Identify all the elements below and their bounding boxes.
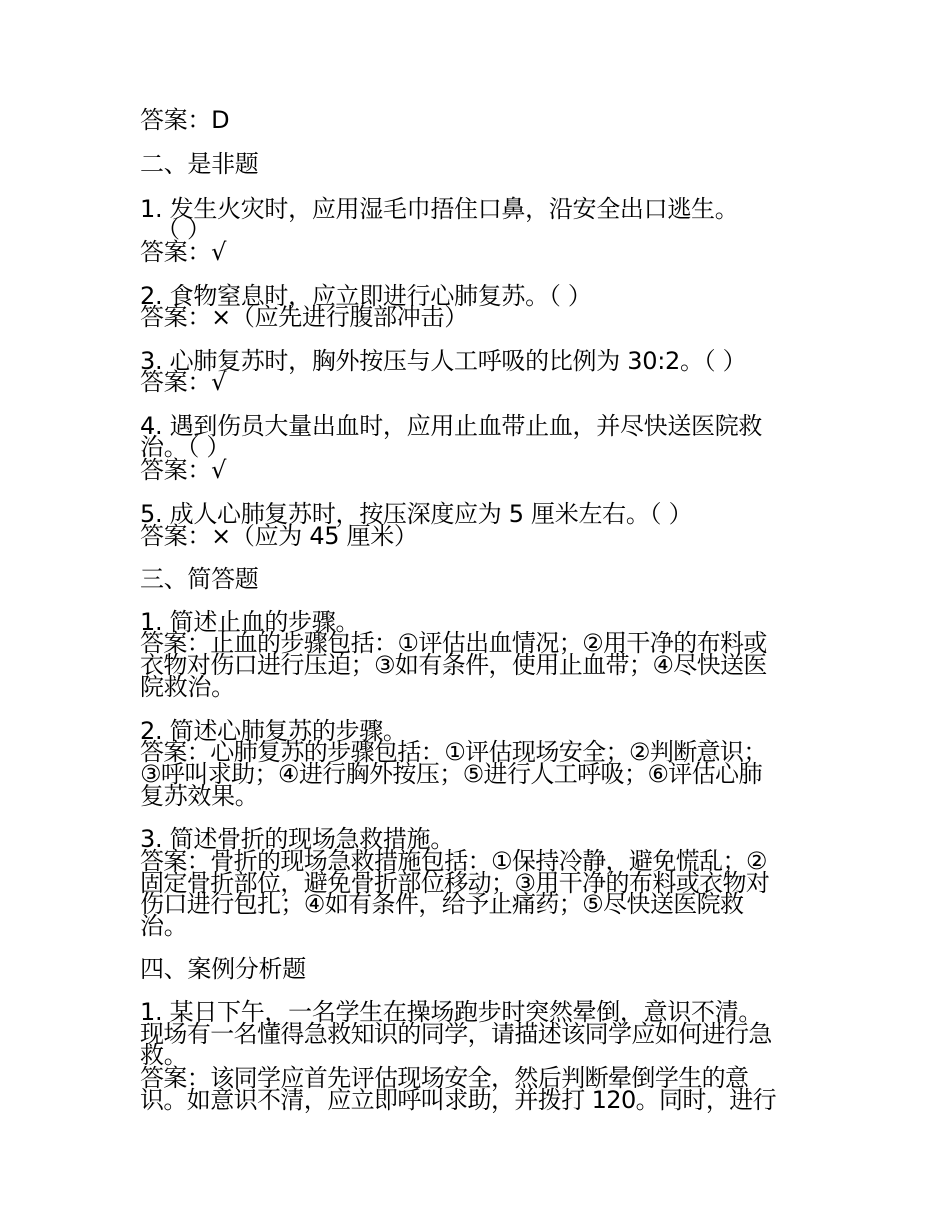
answer-line: 伤口进行包扎；④如有条件，给予止痛药；⑤尽快送医院救: [140, 890, 744, 918]
answer-bracket: （ ）: [156, 215, 211, 243]
answer-line: 答案：D: [140, 106, 230, 134]
section-heading-short-answer: 三、简答题: [140, 565, 259, 593]
answer-line: 答案：该同学应首先评估现场安全，然后判断晕倒学生的意: [140, 1064, 749, 1092]
answer-line: 答案：√: [140, 456, 227, 484]
question-line: 现场有一名懂得急救知识的同学，请描述该同学应如何进行急: [140, 1020, 772, 1048]
answer-line: 答案：骨折的现场急救措施包括：①保持冷静，避免慌乱；②: [140, 847, 767, 875]
question-line: 4. 遇到伤员大量出血时，应用止血带止血，并尽快送医院救: [140, 412, 763, 440]
answer-line: 治。: [140, 912, 188, 940]
answer-line: 答案：心肺复苏的步骤包括：①评估现场安全；②判断意识；: [140, 738, 767, 766]
question-line: 5. 成人心肺复苏时，按压深度应为 5 厘米左右。（ ）: [140, 500, 693, 528]
question-line: 救。: [140, 1041, 188, 1069]
question-line: 2. 简述心肺复苏的步骤。: [140, 717, 407, 745]
answer-line: 固定骨折部位，避免骨折部位移动；③用干净的布料或衣物对: [140, 869, 770, 897]
answer-line: 院救治。: [140, 673, 235, 701]
question-line: 治。（ ）: [140, 433, 231, 461]
answer-line: 答案：√: [140, 368, 227, 396]
question-line: 1. 某日下午，一名学生在操场跑步时突然晕倒，意识不清。: [140, 998, 763, 1026]
answer-line: 复苏效果。: [140, 782, 259, 810]
section-heading-case-analysis: 四、案例分析题: [140, 955, 306, 983]
question-line: 3. 心肺复苏时，胸外按压与人工呼吸的比例为 30:2。（ ）: [140, 347, 747, 375]
answer-line: 答案：×（应先进行腹部冲击）: [140, 303, 468, 331]
answer-line: 答案：止血的步骤包括：①评估出血情况；②用干净的布料或: [140, 629, 767, 657]
question-line: 1. 发生火灾时，应用湿毛巾捂住口鼻，沿安全出口逃生。: [140, 195, 739, 223]
section-heading-true-false: 二、是非题: [140, 150, 259, 178]
answer-line: 答案：√: [140, 238, 227, 266]
answer-line: ③呼叫求助；④进行胸外按压；⑤进行人工呼吸；⑥评估心肺: [140, 760, 762, 788]
answer-line: 答案：×（应为 45 厘米）: [140, 522, 418, 550]
answer-line: 衣物对伤口进行压迫；③如有条件，使用止血带；④尽快送医: [140, 651, 767, 679]
question-line: 1. 简述止血的步骤。: [140, 608, 360, 636]
question-line: 3. 简述骨折的现场急救措施。: [140, 825, 455, 853]
question-line: 2. 食物窒息时，应立即进行心肺复苏。（ ）: [140, 282, 592, 310]
answer-line: 识。如意识不清，应立即呼叫求助，并拨打 120。同时，进行: [140, 1086, 777, 1114]
